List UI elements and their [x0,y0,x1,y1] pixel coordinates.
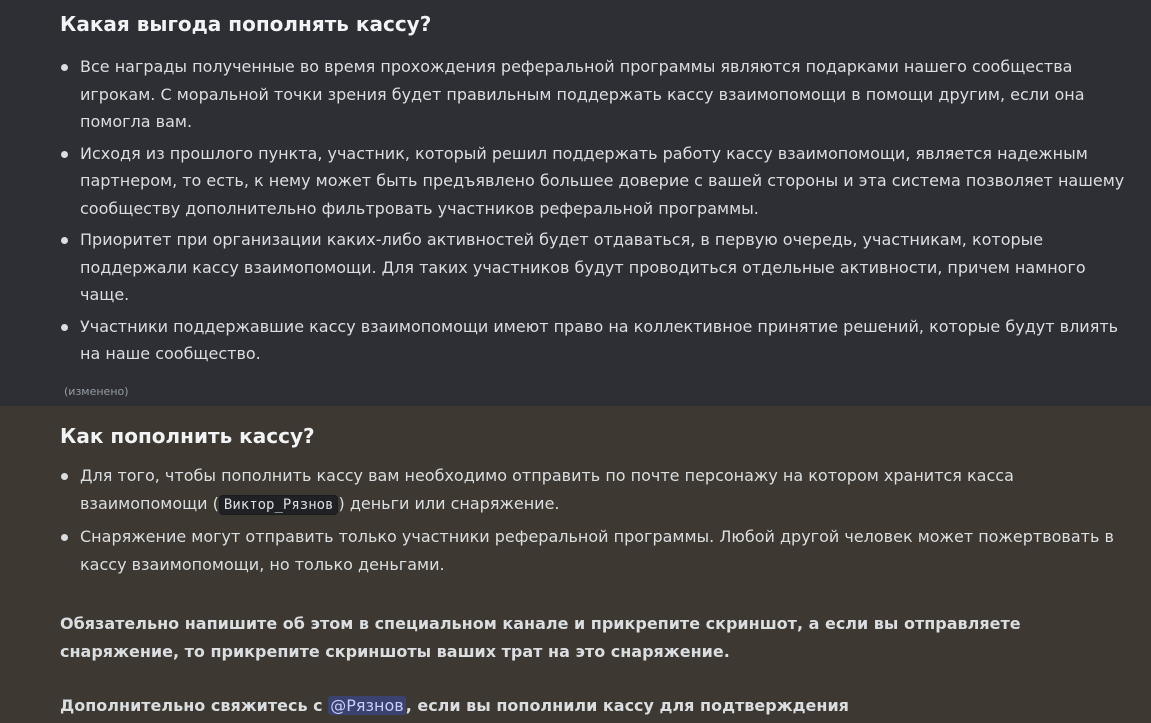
notice-contact [60,692,1120,720]
bullet-dot-icon [61,237,68,244]
topup-list [60,462,1130,582]
notice-screenshot: Обязательно напишите об этом в специальном канале и прикрепите скриншот, а если вы отправляете снаряжение, то прикрепите скриншоты ваших трат на это снаряжение. [60,614,1021,661]
bullet-dot-icon [61,64,68,71]
user-mention[interactable]: @Рязнов [330,696,404,715]
list-item [60,523,1130,578]
bullet-dot-icon [61,534,68,541]
list-item [60,53,1130,136]
list-item-text: Снаряжение могут отправить только участники реферальной программы. Любой другой человек может пожертвовать в кассу взаимопомощи, но только деньгами. [80,527,1114,574]
list-item-text: Все награды полученные во время прохождения реферальной программы являются подарками нашего сообщества игрокам. С моральной точки зрения будет правильным поддержать кассу взаимопомощи в помощи другим, если она помогла вам. [80,57,1085,131]
heading-benefits: Какая выгода пополнять кассу? [60,12,432,36]
inline-code-character: Виктор_Рязнов [219,495,339,515]
list-item-text: Для того, чтобы пополнить кассу вам необходимо отправить по почте персонажу на котором хранится касса взаимопомощи ( [80,466,1014,513]
list-item-text: Участники поддержавшие кассу взаимопомощи имеют право на коллективное принятие решений, которые будут влиять на наше сообщество. [80,316,1119,363]
bullet-dot-icon [61,151,68,158]
notice-contact-text: Дополнительно свяжитесь с [60,696,329,715]
list-item [60,462,1130,519]
list-item-text-tail: ) деньги или снаряжение. [338,493,560,513]
notice-contact-text-tail: , если вы пополнили кассу для подтверждения [405,696,849,715]
list-item [60,140,1130,223]
list-item-text: Приоритет при организации каких-либо активностей будет отдаваться, в первую очередь, участникам, которые поддержали кассу взаимопомощи. Для таких участников будут проводиться отдельные активности, причем намного чаще. [80,230,1086,304]
list-item [60,226,1130,309]
heading-how-to-topup: Как пополнить кассу? [60,424,315,448]
list-item-text: Исходя из прошлого пункта, участник, который решил поддержать работу кассу взаимопомощи, является надежным партнером, то есть, к нему может быть предъявлено большее доверие с вашей стороны и эта система позволяет нашему сообществу дополнительно фильтровать участников реферальной программы. [80,143,1125,218]
edited-label: (изменено) [64,385,129,398]
benefits-list [60,53,1130,372]
list-item [60,313,1130,368]
message-how-to-topup [0,406,1151,723]
bullet-dot-icon [61,324,68,331]
bullet-dot-icon [61,473,68,480]
